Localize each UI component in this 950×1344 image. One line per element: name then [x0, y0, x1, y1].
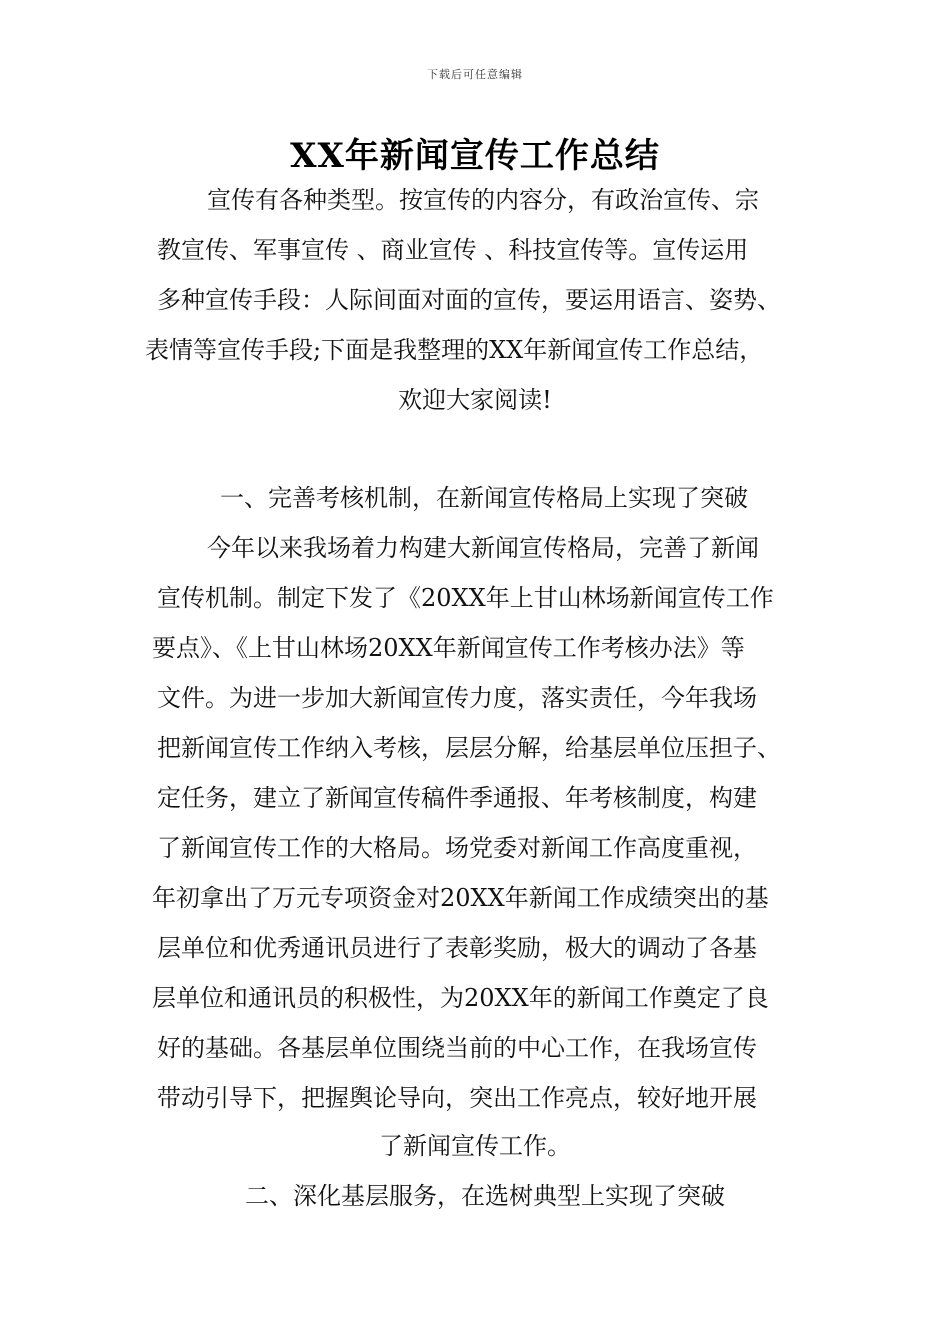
section1-line-1: 今年以来我场着力构建大新闻宣传格局，完善了新闻: [207, 534, 759, 562]
intro-line-2: 教宣传、军事宣传 、商业宣传 、科技宣传等。宣传运用: [157, 236, 749, 264]
section1-line-11: 好的基础。各基层单位围绕当前的中心工作，在我场宣传: [157, 1034, 757, 1062]
intro-line-5: 欢迎大家阅读!: [398, 386, 552, 414]
section1-line-3: 要点》、《上甘山林场20XX年新闻宣传工作考核办法》等: [152, 634, 745, 662]
section1-line-9: 层单位和优秀通讯员进行了表彰奖励，极大的调动了各基: [157, 934, 757, 962]
section2-heading: 二、深化基层服务，在选树典型上实现了突破: [245, 1182, 725, 1210]
section1-line-13: 了新闻宣传工作。: [379, 1132, 571, 1160]
header-note: 下载后可任意编辑: [427, 68, 523, 81]
section1-line-8: 年初拿出了万元专项资金对20XX年新闻工作成绩突出的基: [152, 884, 769, 912]
intro-line-3: 多种宣传手段：人际间面对面的宣传，要运用语言、姿势、: [157, 286, 781, 314]
section1-line-12: 带动引导下，把握舆论导向，突出工作亮点，较好地开展: [157, 1084, 757, 1112]
section1-line-5: 把新闻宣传工作纳入考核，层层分解，给基层单位压担子、: [157, 734, 781, 762]
section1-line-4: 文件。为进一步加大新闻宣传力度，落实责任，今年我场: [157, 684, 757, 712]
section1-line-7: 了新闻宣传工作的大格局。场党委对新闻工作高度重视，: [157, 834, 757, 862]
section1-line-6: 定任务，建立了新闻宣传稿件季通报、年考核制度，构建: [157, 784, 757, 812]
section1-heading: 一、完善考核机制，在新闻宣传格局上实现了突破: [220, 484, 748, 512]
section1-line-2: 宣传机制。制定下发了《20XX年上甘山林场新闻宣传工作: [157, 584, 774, 612]
intro-line-4: 表情等宣传手段;下面是我整理的XX年新闻宣传工作总结，: [145, 336, 764, 364]
section1-line-10: 层单位和通讯员的积极性，为20XX年的新闻工作奠定了良: [152, 984, 769, 1012]
intro-line-1: 宣传有各种类型。按宣传的内容分，有政治宣传、宗: [207, 186, 759, 214]
document-title: XX年新闻宣传工作总结: [290, 136, 660, 176]
